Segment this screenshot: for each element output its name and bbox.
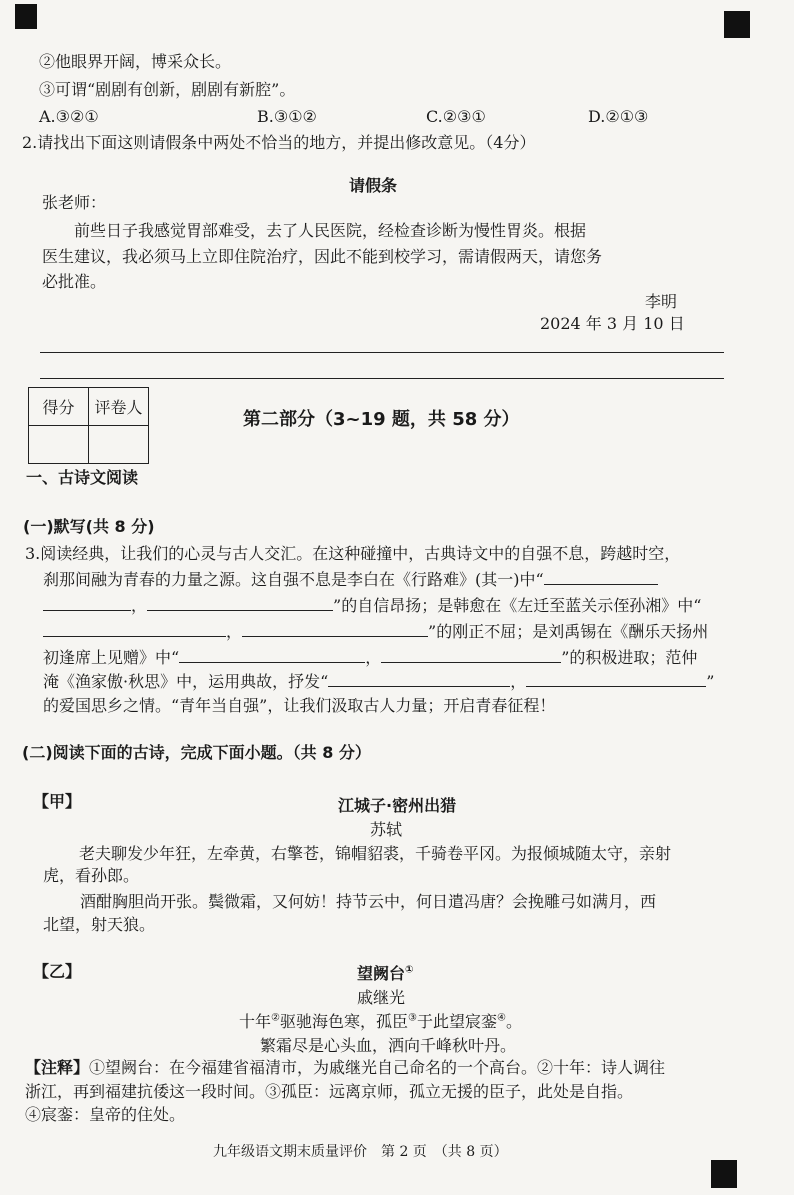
q3-line-5 [43,646,697,670]
poem-2-line-1 [239,1010,522,1034]
corner-mark-top-left [15,4,37,29]
q1-option-a: A.③②① [39,107,99,126]
blank-1b[interactable] [43,594,131,611]
q1-item-3: ③可谓“剧剧有创新，剧剧有新腔”。 [39,80,296,99]
q3-line-3-text: ”的自信昂扬；是韩愈在《左迁至蓝关示侄孙湘》中“ [333,596,702,615]
poem-1-line-1: 老夫聊发少年狂，左牵黄，右擎苍，锦帽貂裘，千骑卷平冈。为报倾城随太守，亲射 [79,844,672,863]
leave-note-line-2: 医生建议，我必须马上立即住院治疗，因此不能到校学习，需请假两天，请您务 [42,247,603,266]
q3-line-6-text: 淹《渔家傲·秋思》中，运用典故，抒发“ [43,672,329,691]
q3-line-6-end: ” [706,672,715,691]
q3-line-4-text: ”的刚正不屈；是刘禹锡在《酬乐天扬州 [428,622,709,641]
q3-line-7: 的爱国思乡之情。“青年当自强”，让我们汲取古人力量；开启青春征程！ [43,696,556,715]
part-two-title: 第二部分（3~19 题，共 58 分） [243,409,520,430]
leave-note-date: 2024 年 3 月 10 日 [540,314,685,333]
section-classical-reading: 一、古诗文阅读 [26,468,139,487]
q3-line-1: 3.阅读经典，让我们的心灵与古人交汇。在这种碰撞中，古典诗文中的自强不息，跨越时空， [25,544,681,563]
q3-line-2-text: 刹那间融为青春的力量之源。这自强不息是李白在《行路难》(其一)中“ [43,570,544,589]
note-ref-4: ④ [496,1012,506,1024]
poem-2-line-1-a: 十年 [239,1012,272,1031]
comma: ， [226,622,243,641]
poem-2-line-1-d: 。 [505,1012,522,1031]
q1-item-2: ②他眼界开阔，博采众长。 [39,52,232,71]
poem-1-line-4: 北望，射天狼。 [43,915,156,934]
q3-line-3 [43,594,701,618]
note-ref-3: ③ [408,1012,417,1024]
poem-2-author: 戚继光 [357,988,406,1007]
blank-7[interactable] [328,670,510,687]
page-footer: 九年级语文期末质量评价 第 2 页 （共 8 页） [213,1144,508,1160]
notes-line-2: 浙江，再到福建抗倭这一段时间。③孤臣：远离京师，孤立无援的臣子，此处是自指。 [25,1082,634,1101]
poem-2-line-1-c: 于此望宸銮 [416,1012,497,1031]
poem-1-line-2: 虎，看孙郎。 [43,866,140,885]
comma: ， [131,596,148,615]
q1-option-d: D.②①③ [588,107,649,126]
poem-2-title-text: 望阙台 [357,964,406,983]
poem-2-title [357,962,413,986]
blank-1a[interactable] [544,568,658,585]
poem-2-line-2: 繁霜尽是心头血，洒向千峰秋叶丹。 [260,1036,517,1055]
blank-2[interactable] [147,594,333,611]
poem-2-line-1-b: 驱驰海色寒，孤臣 [279,1012,408,1031]
blank-6[interactable] [381,646,561,663]
q1-option-b: B.③①② [257,107,317,126]
q2-prompt: 2.请找出下面这则请假条中两处不恰当的地方，并提出修改意见。（4分） [22,133,536,152]
note-ref-2: ② [271,1012,280,1024]
notes-line-1-text: ①望阙台：在今福建省福清市，为戚继光自己命名的一个高台。②十年：诗人调往 [89,1058,666,1077]
poem-1-line-3: 酒酣胸胆尚开张。鬓微霜，又何妨！持节云中，何日遣冯唐？会挽雕弓如满月，西 [80,892,657,911]
q3-line-2 [43,568,658,592]
answer-line-2 [40,378,724,379]
blank-4[interactable] [242,620,428,637]
leave-note-line-3: 必批准。 [42,272,107,291]
q3-line-6 [43,670,714,694]
leave-note-signer: 李明 [645,292,678,311]
grader-header: 评卷人 [89,388,149,426]
comma: ， [365,648,382,667]
q1-option-c: C.②③① [426,107,486,126]
poem-1-tag: 【甲】 [33,792,82,811]
blank-8[interactable] [526,670,706,687]
score-cell[interactable] [29,426,89,464]
poetry-heading: (二)阅读下面的古诗，完成下面小题。（共 8 分） [22,743,371,762]
leave-note-title: 请假条 [349,176,398,195]
poem-2-tag: 【乙】 [33,962,82,981]
poem-1-author: 苏轼 [370,820,403,839]
q3-line-5-end: ”的积极进取；范仲 [561,648,698,667]
corner-mark-top-right [724,11,750,38]
dictation-heading: (一)默写(共 8 分) [23,517,155,536]
q3-line-5-text: 初逢席上见赠》中“ [43,648,180,667]
corner-mark-bottom-right [711,1160,737,1188]
grader-cell[interactable] [89,426,149,464]
score-table [28,387,149,464]
notes-label: 【注释】 [25,1058,90,1077]
q3-line-4 [43,620,708,644]
answer-line-1 [40,352,724,353]
poem-1-title: 江城子·密州出猎 [338,796,457,815]
score-header: 得分 [29,388,89,426]
blank-5[interactable] [179,646,365,663]
blank-3[interactable] [43,620,226,637]
notes-line-1 [25,1056,665,1080]
note-ref-1: ① [405,964,414,976]
comma: ， [510,672,527,691]
notes-line-3: ④宸銮：皇帝的住处。 [25,1105,186,1124]
leave-note-salutation: 张老师： [42,193,107,212]
leave-note-line-1: 前些日子我感觉胃部难受，去了人民医院，经检查诊断为慢性胃炎。根据 [74,221,587,240]
